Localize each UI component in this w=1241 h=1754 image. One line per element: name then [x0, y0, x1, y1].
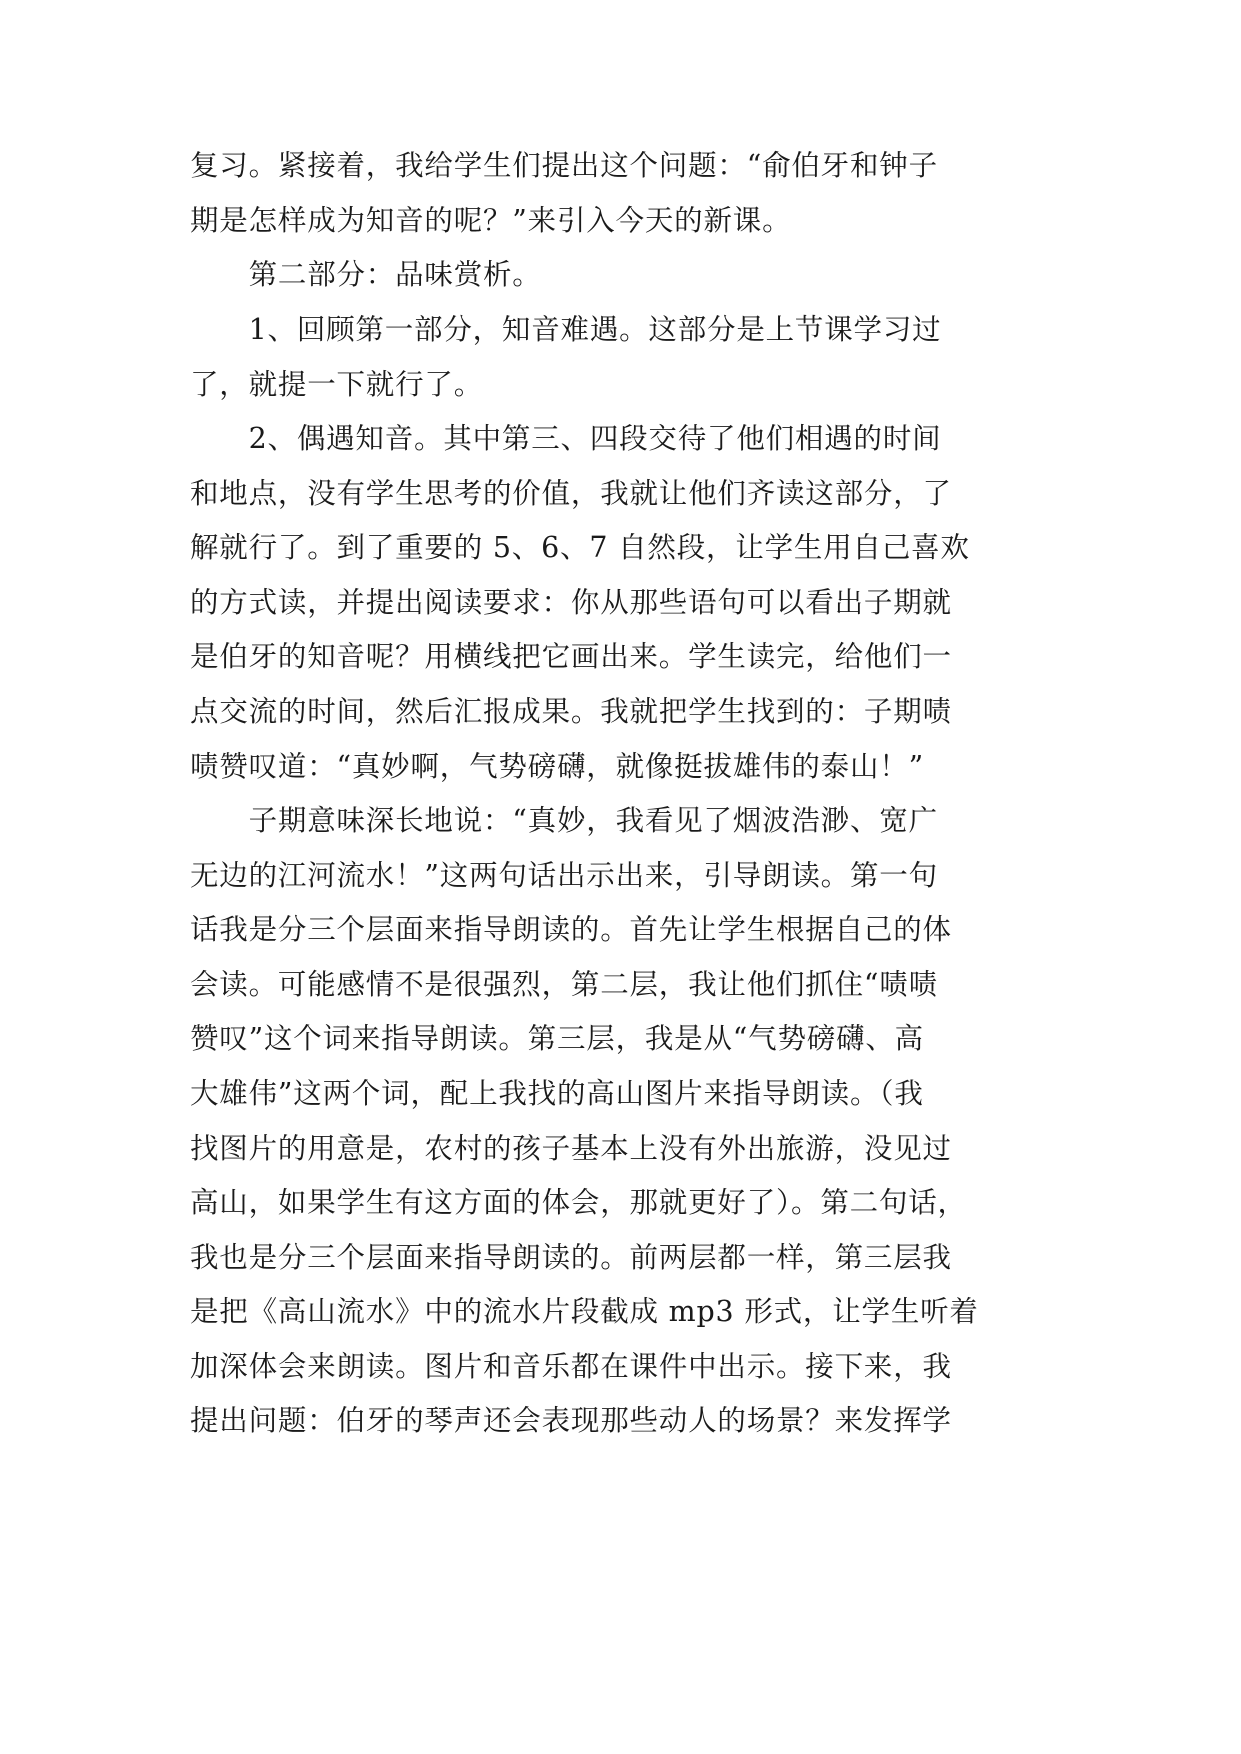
- text-line: 会读。可能感情不是很强烈，第二层，我让他们抓住“啧啧: [190, 968, 938, 1001]
- text-line: 和地点，没有学生思考的价值，我就让他们齐读这部分，了: [190, 477, 952, 510]
- text-line: 子期意味深长地说：“真妙，我看见了烟波浩渺、宽广: [190, 804, 938, 837]
- text-line: 赞叹”这个词来指导朗读。第三层，我是从“气势磅礴、高: [190, 1022, 924, 1055]
- text-line: 话我是分三个层面来指导朗读的。首先让学生根据自己的体: [190, 913, 952, 946]
- text-line: 啧赞叹道：“真妙啊，气势磅礴，就像挺拔雄伟的泰山！”: [190, 750, 924, 783]
- text-line: 解就行了。到了重要的 5、6、7 自然段，让学生用自己喜欢: [190, 531, 970, 564]
- text-line: 的方式读，并提出阅读要求：你从那些语句可以看出子期就: [190, 586, 952, 619]
- text-line: 2、偶遇知音。其中第三、四段交待了他们相遇的时间: [190, 422, 942, 455]
- text-line: 复习。紧接着，我给学生们提出这个问题：“俞伯牙和钟子: [190, 149, 938, 182]
- text-line: 点交流的时间，然后汇报成果。我就把学生找到的：子期啧: [190, 695, 952, 728]
- text-line: 提出问题：伯牙的琴声还会表现那些动人的场景？来发挥学: [190, 1404, 952, 1437]
- text-line: 是伯牙的知音呢？用横线把它画出来。学生读完，给他们一: [190, 640, 952, 673]
- text-line: 第二部分：品味赏析。: [190, 258, 542, 291]
- text-line: 找图片的用意是，农村的孩子基本上没有外出旅游，没见过: [190, 1132, 952, 1165]
- text-line: 期是怎样成为知音的呢？”来引入今天的新课。: [190, 204, 792, 237]
- text-line: 1、回顾第一部分，知音难遇。这部分是上节课学习过: [190, 313, 942, 346]
- text-line: 高山，如果学生有这方面的体会，那就更好了）。第二句话，: [190, 1186, 967, 1219]
- text-line: 我也是分三个层面来指导朗读的。前两层都一样，第三层我: [190, 1241, 952, 1274]
- text-line: 大雄伟”这两个词，配上我找的高山图片来指导朗读。（我: [190, 1077, 924, 1110]
- text-line: 加深体会来朗读。图片和音乐都在课件中出示。接下来，我: [190, 1350, 952, 1383]
- text-line: 无边的江河流水！”这两句话出示出来，引导朗读。第一句: [190, 859, 938, 892]
- text-line: 了，就提一下就行了。: [190, 368, 484, 401]
- text-line: 是把《高山流水》中的流水片段截成 mp3 形式，让学生听着: [190, 1295, 979, 1328]
